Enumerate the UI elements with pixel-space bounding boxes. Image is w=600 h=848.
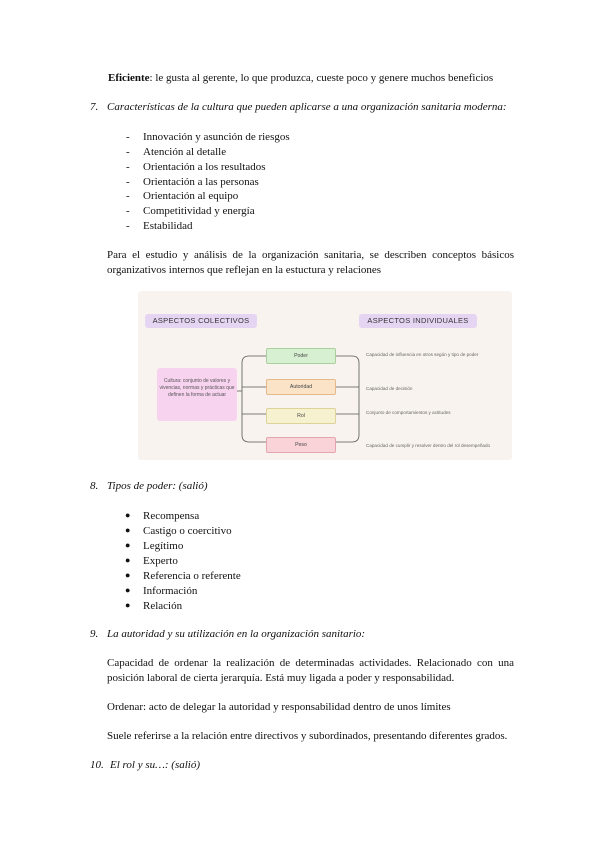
aspectos-colectivos-header: ASPECTOS COLECTIVOS — [145, 314, 257, 328]
aspectos-individuales-header: ASPECTOS INDIVIDUALES — [359, 314, 477, 328]
note-rol: Conjunto de comportamientos y actitudes — [366, 410, 451, 415]
section-9-heading — [90, 628, 365, 641]
list-item: ● Recompensa — [125, 510, 200, 522]
concept-rol: Rol — [266, 408, 336, 424]
note-poder: Capacidad de influencia en otros según y tipo de poder — [366, 352, 479, 357]
organization-concepts-diagram — [138, 291, 512, 460]
list-item: - Estabilidad — [126, 220, 193, 232]
section-9-number: 9. — [90, 628, 99, 640]
list-item: ● Información — [125, 585, 198, 597]
section-9-paragraph-2: Ordenar: acto de delegar la autoridad y responsabilidad dentro de unos límites — [107, 701, 451, 713]
list-item: - Orientación a las personas — [126, 176, 259, 188]
list-item: ● Relación — [125, 600, 183, 612]
eficiente-definition: : le gusta al gerente, lo que produzca, cueste poco y genere muchos beneficios — [149, 72, 494, 84]
concept-poder: Poder — [266, 348, 336, 364]
list-item: - Orientación a los resultados — [126, 161, 266, 173]
list-item: - Innovación y asunción de riesgos — [126, 131, 290, 143]
note-autoridad: Capacidad de decisión — [366, 386, 413, 391]
section-8-number: 8. — [90, 480, 99, 492]
section-9-paragraph-1: Capacidad de ordenar la realización de determinadas actividades. Relacionado con una posición laboral de cierta jerarquía. Está muy ligada a poder y responsabilidad. — [107, 657, 514, 684]
section-10-title: El rol y su…: (salió) — [110, 759, 201, 771]
section-10-number: 10. — [90, 759, 104, 771]
section-7-paragraph: Para el estudio y análisis de la organización sanitaria, se describen conceptos básicos organizativos internos que reflejan en la estuctura y relaciones — [107, 249, 514, 276]
concept-autoridad: Autoridad — [266, 379, 336, 395]
culture-box: Cultura: conjunto de valores y vivencias, normas y prácticas que definen la forma de actuar — [157, 368, 237, 421]
section-9-title: La autoridad y su utilización en la organización sanitario: — [107, 628, 366, 640]
section-7-heading — [90, 101, 507, 114]
eficiente-line — [108, 72, 493, 85]
concept-peso: Peso — [266, 437, 336, 453]
list-item: ● Legítimo — [125, 540, 184, 552]
eficiente-term: Eficiente — [108, 72, 150, 84]
list-item: - Competitividad y energía — [126, 205, 255, 217]
list-item: ● Referencia o referente — [125, 570, 241, 582]
section-8-title: Tipos de poder: (salió) — [107, 480, 208, 492]
section-9-paragraph-3: Suele referirse a la relación entre directivos y subordinados, presentando diferentes grados. — [107, 730, 508, 742]
section-7-number: 7. — [90, 101, 99, 113]
list-item: - Atención al detalle — [126, 146, 227, 158]
section-8-heading — [90, 480, 208, 493]
note-peso: Capacidad de cumplir y resolver dentro del rol desempeñado — [366, 443, 491, 448]
list-item: - Orientación al equipo — [126, 190, 239, 202]
list-item: ● Experto — [125, 555, 178, 567]
section-7-title: Características de la cultura que pueden aplicarse a una organización sanitaria moderna: — [107, 101, 507, 113]
diagram-connectors — [138, 291, 512, 460]
list-item: ● Castigo o coercitivo — [125, 525, 232, 537]
section-10-heading — [90, 759, 200, 772]
